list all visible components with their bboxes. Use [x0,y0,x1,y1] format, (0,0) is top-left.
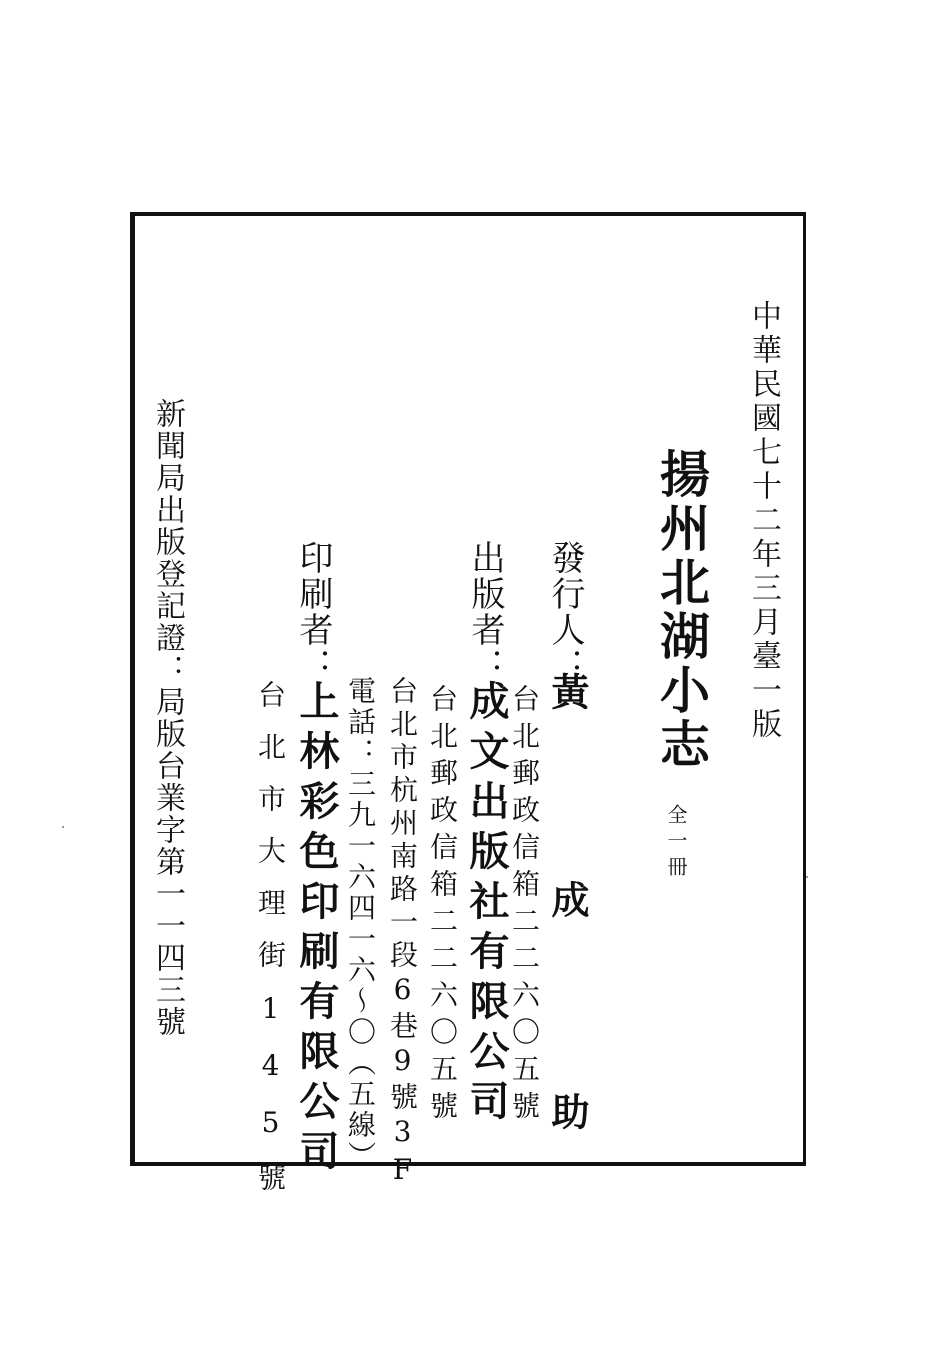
registration-line: 新聞局出版登記證：局版台業字第一一四三號 [150,398,185,1038]
printer-label: 印刷者： [293,540,333,684]
edition-line: 中華民國七十二年三月臺一版 [746,300,781,742]
publisher-label: 出版者： [465,540,505,684]
issuer-label: 發行人： [545,540,585,684]
book-title: 揚州北湖小志 [652,448,711,772]
volume-count: 全一冊 [664,804,688,882]
publisher-address: 台北郵政信箱二二六〇五號 [426,684,459,1128]
printer-address: 台北市大理街145號 [254,680,287,1215]
scan-speck [806,876,808,878]
phone-line: 電話：三九一六四一六〜〇（五線） [344,676,377,1172]
issuer-name-given-2: 助 [545,1092,589,1130]
scan-speck [62,826,64,828]
issuer-address: 台北郵政信箱二二六〇五號 [508,684,541,1128]
publisher-name: 成文出版社有限公司 [463,680,509,1130]
issuer-name-given-1: 成 [545,880,589,918]
issuer-name-family: 黃 [545,672,589,710]
printer-name: 上林彩色印刷有限公司 [293,680,339,1180]
street-address: 台北市杭州南路一段6巷9號3F [386,676,419,1191]
